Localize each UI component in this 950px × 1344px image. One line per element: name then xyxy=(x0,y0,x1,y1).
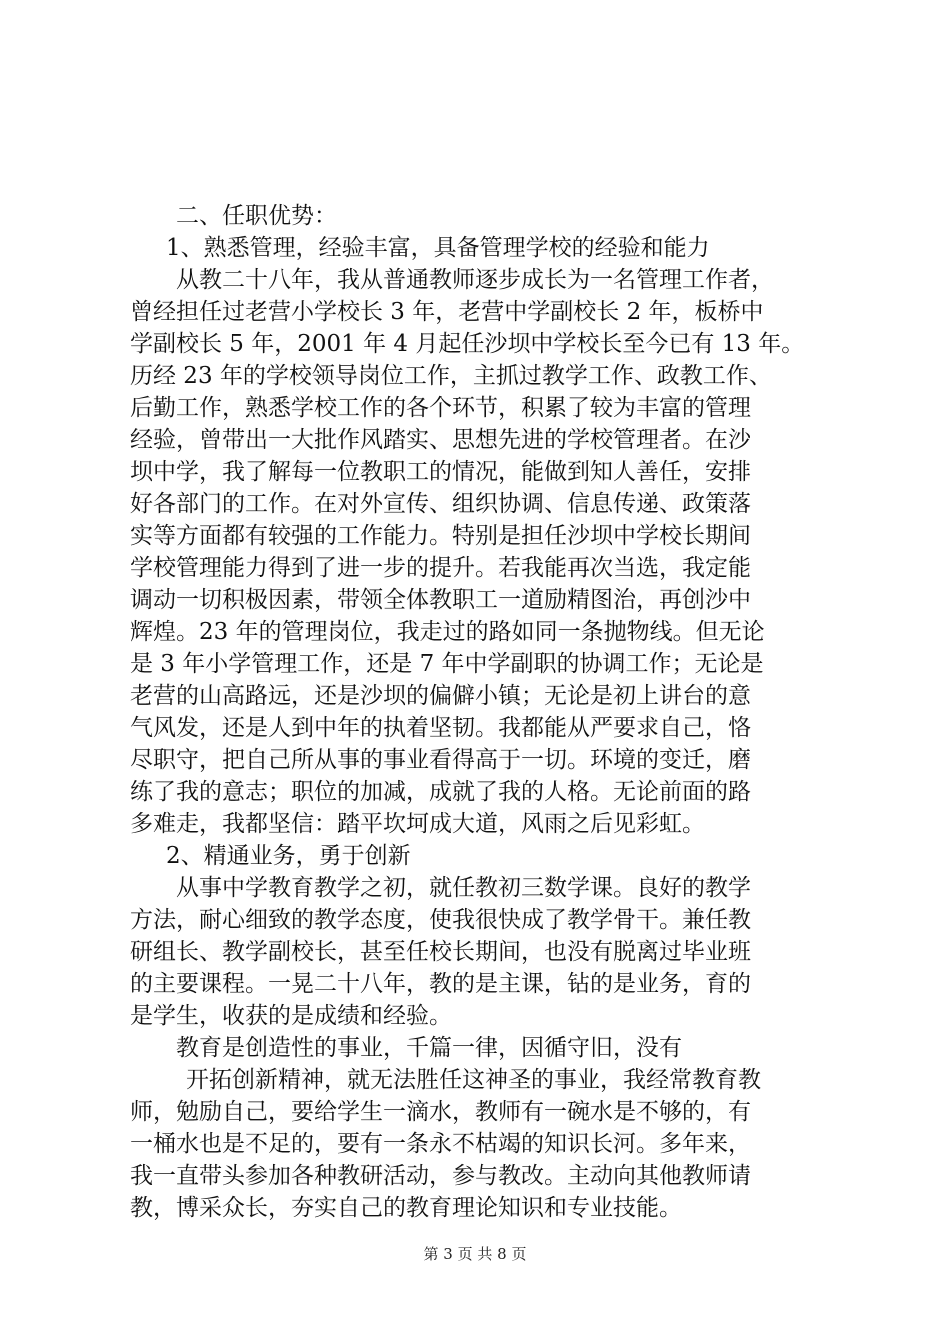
paragraph-line: 开拓创新精神，就无法胜任这神圣的事业，我经常教育教 xyxy=(186,1067,761,1093)
paragraph-line: 辉煌。23 年的管理岗位，我走过的路如同一条抛物线。但无论 xyxy=(130,619,765,645)
paragraph-line: 老营的山高路远，还是沙坝的偏僻小镇；无论是初上讲台的意 xyxy=(130,683,751,709)
paragraph-line: 调动一切积极因素，带领全体教职工一道励精图治，再创沙中 xyxy=(130,587,751,613)
paragraph-line: 师，勉励自己，要给学生一滴水，教师有一碗水是不够的，有 xyxy=(130,1099,751,1125)
document-body xyxy=(130,200,830,1224)
paragraph-line: 从教二十八年，我从普通教师逐步成长为一名管理工作者， xyxy=(176,267,774,293)
paragraph-line: 是 3 年小学管理工作，还是 7 年中学副职的协调工作；无论是 xyxy=(130,651,764,677)
paragraph-line: 教育是创造性的事业，千篇一律，因循守旧，没有 xyxy=(176,1035,682,1061)
paragraph-line: 方法，耐心细致的教学态度，使我很快成了教学骨干。兼任教 xyxy=(130,907,751,933)
paragraph-line: 我一直带头参加各种教研活动，参与教改。主动向其他教师请 xyxy=(130,1163,751,1189)
paragraph-line: 教，博采众长，夯实自己的教育理论知识和专业技能。 xyxy=(130,1195,682,1221)
paragraph-line: 学副校长 5 年，2001 年 4 月起任沙坝中学校长至今已有 13 年。 xyxy=(130,331,805,357)
paragraph-line: 好各部门的工作。在对外宣传、组织协调、信息传递、政策落 xyxy=(130,491,751,517)
paragraph-line: 气风发，还是人到中年的执着坚韧。我都能从严要求自己，恪 xyxy=(130,715,751,741)
paragraph-line: 实等方面都有较强的工作能力。特别是担任沙坝中学校长期间 xyxy=(130,523,751,549)
paragraph-line: 练了我的意志；职位的加减，成就了我的人格。无论前面的路 xyxy=(130,779,751,805)
page-number-footer: 第 3 页 共 8 页 xyxy=(423,1245,527,1263)
paragraph-line: 历经 23 年的学校领导岗位工作，主抓过教学工作、政教工作、 xyxy=(130,363,772,389)
paragraph-line: 的主要课程。一晃二十八年，教的是主课，钻的是业务，育的 xyxy=(130,971,751,997)
paragraph-line: 经验，曾带出一大批作风踏实、思想先进的学校管理者。在沙 xyxy=(130,427,751,453)
paragraph-line: 一桶水也是不足的，要有一条永不枯竭的知识长河。多年来， xyxy=(130,1131,751,1157)
subsection-heading: 2、精通业务，勇于创新 xyxy=(166,843,411,869)
paragraph-line: 后勤工作，熟悉学校工作的各个环节，积累了较为丰富的管理 xyxy=(130,395,751,421)
paragraph-line: 多难走，我都坚信：踏平坎坷成大道，风雨之后见彩虹。 xyxy=(130,811,705,837)
paragraph-line: 是学生，收获的是成绩和经验。 xyxy=(130,1003,452,1029)
paragraph-line: 从事中学教育教学之初，就任教初三数学课。良好的教学 xyxy=(176,875,751,901)
paragraph-line: 研组长、教学副校长，甚至任校长期间，也没有脱离过毕业班 xyxy=(130,939,751,965)
section-heading: 二、任职优势： xyxy=(176,203,337,229)
paragraph-line: 曾经担任过老营小学校长 3 年，老营中学副校长 2 年，板桥中 xyxy=(130,299,764,325)
paragraph-line: 尽职守，把自己所从事的事业看得高于一切。环境的变迁，磨 xyxy=(130,747,751,773)
paragraph-line: 学校管理能力得到了进一步的提升。若我能再次当选，我定能 xyxy=(130,555,751,581)
paragraph-line: 坝中学，我了解每一位教职工的情况，能做到知人善任，安排 xyxy=(130,459,751,485)
subsection-heading: 1、熟悉管理，经验丰富，具备管理学校的经验和能力 xyxy=(166,235,710,261)
